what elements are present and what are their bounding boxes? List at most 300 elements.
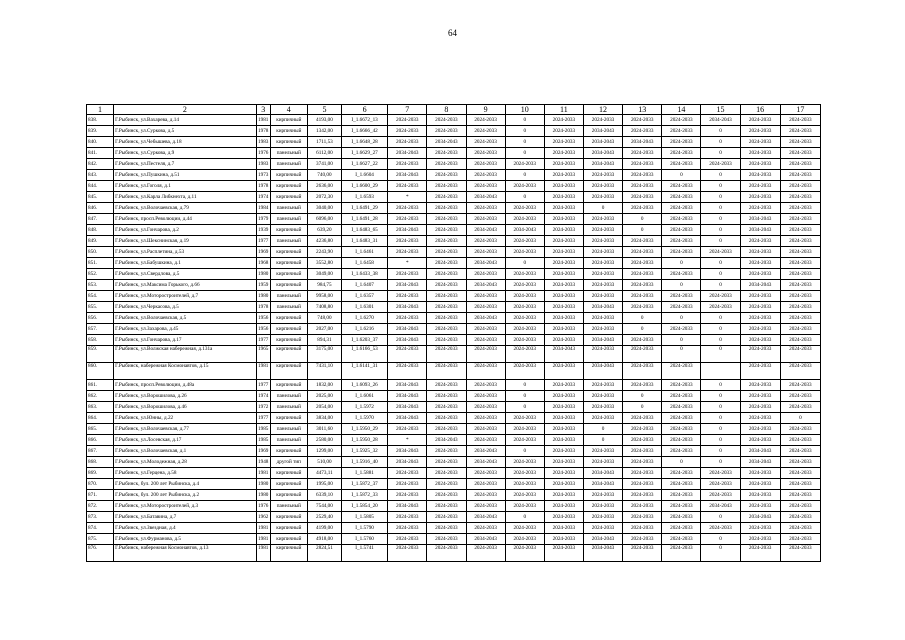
table-cell: 2024-2033 — [662, 192, 701, 203]
table-cell: 2034-2043 — [740, 446, 780, 457]
table-cell: I_1.5950_28 — [342, 435, 388, 446]
table-cell: 2024-2033 — [466, 159, 505, 170]
table-cell: 2034-2043 — [466, 225, 505, 236]
table-row — [87, 545, 821, 562]
table-cell: 2024-2033 — [427, 192, 466, 203]
table-cell: 2024-2033 — [623, 523, 662, 534]
table-cell: 0 — [505, 391, 544, 402]
table-cell: 860. — [87, 363, 114, 380]
table-cell: кирпичный — [270, 512, 307, 523]
table-cell: 2024-2033 — [505, 291, 544, 302]
table-cell: 0 — [701, 457, 740, 468]
table-cell: 2024-2033 — [466, 214, 505, 225]
table-cell: 2024-2033 — [466, 413, 505, 424]
table-cell: 2024-2033 — [780, 324, 820, 335]
table-row — [87, 457, 821, 468]
table-cell: 1968 — [256, 258, 270, 269]
table-row — [87, 435, 821, 446]
table-cell: 2024-2033 — [427, 402, 466, 413]
table-row — [87, 192, 821, 203]
table-cell: 2024-2033 — [780, 512, 820, 523]
table-cell: 2024-2033 — [623, 115, 662, 126]
table-cell: I_1.6093_26 — [342, 380, 388, 391]
table-cell: 2034-2043 — [740, 225, 780, 236]
table-cell: 2024-2033 — [740, 391, 780, 402]
table-cell: 0 — [662, 335, 701, 346]
table-cell: 2024-2033 — [466, 468, 505, 479]
table-cell: 1980 — [256, 269, 270, 280]
table-cell: 0 — [505, 512, 544, 523]
table-cell: 2024-2033 — [388, 363, 427, 380]
table-cell: 1981 — [256, 468, 270, 479]
table-cell: 0 — [662, 280, 701, 291]
table-row — [87, 126, 821, 137]
table-cell — [701, 363, 740, 380]
table-cell: Г.Рыбинск, ул.Чебышева, д.18 — [114, 137, 257, 148]
table-row — [87, 302, 821, 313]
table-cell: кирпичный — [270, 413, 307, 424]
table-cell: панельный — [270, 148, 307, 159]
table-cell: 2024-2033 — [427, 291, 466, 302]
table-cell: 1977 — [256, 413, 270, 424]
table-cell: 1981 — [256, 115, 270, 126]
table-cell: 0 — [623, 324, 662, 335]
table-row — [87, 335, 821, 346]
table-cell: 2024-2033 — [623, 413, 662, 424]
table-cell: 874. — [87, 523, 114, 534]
table-cell: Г.Рыбинск, ул.Ворошилова, д.26 — [114, 391, 257, 402]
table-cell: I_1.5790 — [342, 523, 388, 534]
table-cell: 2024-2033 — [780, 545, 820, 562]
table-cell: 2024-2033 — [583, 214, 622, 225]
table-cell: 1978 — [256, 126, 270, 137]
table-cell: I_1.5741 — [342, 545, 388, 562]
table-cell: 2024-2033 — [740, 490, 780, 501]
table-cell: 2024-2033 — [427, 363, 466, 380]
table-cell: I_1.6648_28 — [342, 137, 388, 148]
table-cell: 0 — [701, 391, 740, 402]
table-cell: 2024-2033 — [544, 291, 583, 302]
table-cell: 2024-2033 — [427, 170, 466, 181]
table-cell: 2024-2033 — [427, 534, 466, 545]
column-header-11: 11 — [544, 105, 583, 115]
table-cell: 2024-2033 — [780, 291, 820, 302]
table-cell: 1973 — [256, 170, 270, 181]
table-row — [87, 170, 821, 181]
table-cell: 2824,51 — [307, 545, 341, 562]
column-header-10: 10 — [505, 105, 544, 115]
table-cell: 2024-2033 — [427, 181, 466, 192]
table-cell: 2024-2033 — [544, 258, 583, 269]
table-cell: 2024-2033 — [388, 523, 427, 534]
table-cell: 2024-2033 — [740, 258, 780, 269]
table-cell: 2024-2033 — [544, 380, 583, 391]
column-header-5: 5 — [307, 105, 341, 115]
table-cell: I_1.5872_37 — [342, 479, 388, 490]
table-cell: 839. — [87, 126, 114, 137]
table-row — [87, 523, 821, 534]
table-cell: 2024-2033 — [427, 225, 466, 236]
table-cell: 0 — [623, 313, 662, 324]
table-row — [87, 479, 821, 490]
table-cell: 2024-2033 — [701, 468, 740, 479]
table-cell: 2024-2033 — [466, 479, 505, 490]
table-cell: 2024-2033 — [780, 501, 820, 512]
table-cell: 2024-2033 — [583, 490, 622, 501]
table-cell: 2024-2033 — [740, 192, 780, 203]
table-row — [87, 446, 821, 457]
table-cell: 2024-2033 — [466, 302, 505, 313]
table-cell: I_1.6672_13 — [342, 115, 388, 126]
table-cell: 2024-2033 — [544, 479, 583, 490]
table-cell: 2024-2033 — [780, 247, 820, 258]
table-cell: 2027,00 — [307, 324, 341, 335]
table-cell: 2024-2033 — [466, 247, 505, 258]
table-cell: Г.Рыбинск, ул.Свердлова, д.5 — [114, 269, 257, 280]
table-cell: 2024-2033 — [505, 302, 544, 313]
table-cell: 2024-2033 — [427, 115, 466, 126]
table-cell: 2024-2033 — [544, 236, 583, 247]
table-cell: 0 — [701, 446, 740, 457]
table-cell: 2034-2043 — [388, 280, 427, 291]
table-cell: 0 — [701, 346, 740, 363]
table-cell: 2024-2033 — [544, 413, 583, 424]
table-cell: 2024-2033 — [583, 501, 622, 512]
table-cell: 2024-2033 — [780, 258, 820, 269]
capital-repair-schedule-table — [86, 104, 821, 562]
table-cell: 0 — [505, 402, 544, 413]
table-cell: 840. — [87, 137, 114, 148]
table-cell: 2024-2033 — [427, 523, 466, 534]
table-cell: 2024-2033 — [388, 181, 427, 192]
table-cell: 2024-2033 — [623, 424, 662, 435]
table-cell: кирпичный — [270, 280, 307, 291]
table-cell: 2054,00 — [307, 402, 341, 413]
table-cell: 2024-2033 — [583, 512, 622, 523]
column-header-6: 6 — [342, 105, 388, 115]
table-cell: 0 — [505, 380, 544, 391]
table-cell: Г.Рыбинск, ул.Черкасова, д.5 — [114, 302, 257, 313]
table-cell: 2024-2033 — [427, 380, 466, 391]
table-cell: 2024-2033 — [780, 269, 820, 280]
table-cell: 2024-2033 — [780, 148, 820, 159]
table-body — [87, 115, 821, 562]
table-cell: 1948 — [256, 457, 270, 468]
table-cell: 2024-2033 — [740, 501, 780, 512]
table-cell: 2024-2033 — [505, 435, 544, 446]
table-cell: 2243,90 — [307, 247, 341, 258]
table-cell: 0 — [701, 435, 740, 446]
table-cell: 2024-2033 — [780, 490, 820, 501]
table-cell: 2024-2033 — [544, 490, 583, 501]
table-cell: 2034-2043 — [544, 346, 583, 363]
table-cell: 2034-2043 — [583, 126, 622, 137]
table-cell: 1956 — [256, 324, 270, 335]
table-cell: 2034-2043 — [388, 324, 427, 335]
table-cell: кирпичный — [270, 225, 307, 236]
table-cell: 2024-2033 — [505, 159, 544, 170]
table-row — [87, 324, 821, 335]
table-cell: 2024-2033 — [623, 203, 662, 214]
table-cell: Г.Рыбинск, ул.Молодежная, д.28 — [114, 457, 257, 468]
table-cell: 2024-2033 — [505, 269, 544, 280]
table-cell: 2024-2033 — [544, 446, 583, 457]
table-cell: 848. — [87, 225, 114, 236]
table-cell: кирпичный — [270, 490, 307, 501]
table-cell: Г.Рыбинск, ул.Лосевская, д.17 — [114, 435, 257, 446]
column-header-15: 15 — [701, 105, 740, 115]
table-cell: 2024-2033 — [623, 479, 662, 490]
table-cell: 2024-2033 — [427, 335, 466, 346]
table-cell: 2024-2033 — [427, 490, 466, 501]
table-cell: 2024-2033 — [583, 380, 622, 391]
table-cell: 2034-2043 — [740, 457, 780, 468]
table-cell: 851. — [87, 258, 114, 269]
table-cell: Г.Рыбинск, ул.Захарова, д.45 — [114, 324, 257, 335]
table-cell: 1978 — [256, 302, 270, 313]
table-cell: 2024-2033 — [623, 545, 662, 562]
table-cell: 872. — [87, 501, 114, 512]
table-cell: 2024-2033 — [740, 435, 780, 446]
page-number: 64 — [448, 28, 457, 38]
table-cell: 2034-2043 — [583, 468, 622, 479]
table-cell: 0 — [662, 170, 701, 181]
table-cell: 2024-2033 — [388, 545, 427, 562]
table-row — [87, 501, 821, 512]
table-cell: 2024-2033 — [740, 137, 780, 148]
table-cell: 2034-2043 — [388, 170, 427, 181]
table-cell: 844. — [87, 181, 114, 192]
table-cell: кирпичный — [270, 269, 307, 280]
table-row — [87, 313, 821, 324]
table-cell: 2024-2033 — [544, 424, 583, 435]
column-header-1: 1 — [87, 105, 114, 115]
table-cell: 2024-2033 — [505, 501, 544, 512]
table-cell: 0 — [701, 126, 740, 137]
table-cell: 2024-2033 — [505, 346, 544, 363]
table-cell: 2024-2033 — [544, 203, 583, 214]
table-cell: кирпичный — [270, 170, 307, 181]
table-cell: 2529,40 — [307, 512, 341, 523]
table-cell: 875. — [87, 534, 114, 545]
table-cell: 2024-2033 — [427, 148, 466, 159]
table-cell: 510,00 — [307, 457, 341, 468]
table-cell: 2024-2033 — [427, 457, 466, 468]
table-cell: 2024-2033 — [544, 335, 583, 346]
table-cell: 2024-2033 — [583, 391, 622, 402]
table-row — [87, 236, 821, 247]
table-cell: I_1.6203_37 — [342, 335, 388, 346]
table-cell: 867. — [87, 446, 114, 457]
table-cell: 2024-2033 — [740, 236, 780, 247]
table-cell: 4236,80 — [307, 236, 341, 247]
table-cell: 1972 — [256, 402, 270, 413]
table-cell: I_1.5925_32 — [342, 446, 388, 457]
table-cell: 868. — [87, 457, 114, 468]
table-cell: Г.Рыбинск, ул.Ворошилова, д.46 — [114, 402, 257, 413]
table-cell: 2024-2033 — [505, 181, 544, 192]
table-cell: 2024-2033 — [466, 291, 505, 302]
table-cell: 2024-2033 — [780, 236, 820, 247]
table-cell: 2024-2033 — [388, 159, 427, 170]
table-cell: 2024-2033 — [662, 115, 701, 126]
table-cell: 2034-2043 — [583, 363, 622, 380]
table-cell: 2024-2033 — [427, 247, 466, 258]
table-cell: 2024-2033 — [544, 181, 583, 192]
table-cell: 0 — [701, 380, 740, 391]
table-cell: 2024-2033 — [662, 214, 701, 225]
table-cell: 2024-2033 — [623, 247, 662, 258]
table-cell: 2024-2033 — [623, 302, 662, 313]
table-cell: I_1.6433_38 — [342, 269, 388, 280]
table-cell: I_1.6483_65 — [342, 225, 388, 236]
table-cell: 2024-2033 — [466, 490, 505, 501]
table-cell: 2024-2033 — [740, 203, 780, 214]
table-cell: Г.Рыбинск, ул.Максима Горького, д.66 — [114, 280, 257, 291]
table-cell: I_1.5881 — [342, 468, 388, 479]
table-cell: 2024-2033 — [662, 269, 701, 280]
table-cell: I_1.5972 — [342, 402, 388, 413]
table-cell: 2024-2033 — [662, 126, 701, 137]
table-cell: 1981 — [256, 363, 270, 380]
table-cell: 2024-2033 — [466, 402, 505, 413]
table-cell: 2024-2033 — [662, 159, 701, 170]
table-cell: 4193,00 — [307, 115, 341, 126]
column-header-7: 7 — [388, 105, 427, 115]
table-cell: 2024-2033 — [662, 501, 701, 512]
table-cell: 2034-2043 — [583, 479, 622, 490]
table-cell: Г.Рыбинск, бул. 200 лет Рыбинска, д.4 — [114, 479, 257, 490]
table-cell: 2024-2033 — [388, 313, 427, 324]
table-cell: 2024-2033 — [505, 490, 544, 501]
table-cell: 2024-2033 — [623, 346, 662, 363]
table-cell: 1978 — [256, 181, 270, 192]
table-cell: 2024-2033 — [740, 523, 780, 534]
table-cell: 2024-2033 — [388, 137, 427, 148]
table-cell: 1965 — [256, 346, 270, 363]
table-cell: 2024-2033 — [701, 291, 740, 302]
table-cell: 2024-2033 — [740, 269, 780, 280]
table-cell: 0 — [505, 170, 544, 181]
table-cell: 1939 — [256, 225, 270, 236]
table-cell: 2024-2033 — [623, 159, 662, 170]
table-cell: 2034-2043 — [388, 148, 427, 159]
table-cell: 2024-2033 — [544, 512, 583, 523]
table-cell: 2024-2033 — [662, 512, 701, 523]
table-cell: панельный — [270, 159, 307, 170]
table-cell: I_1.6141_31 — [342, 363, 388, 380]
table-cell: 2024-2033 — [623, 512, 662, 523]
table-cell: 2024-2033 — [623, 380, 662, 391]
table-cell: 2024-2033 — [701, 247, 740, 258]
table-cell: кирпичный — [270, 479, 307, 490]
table-cell: 2034-2043 — [466, 258, 505, 269]
table-row — [87, 391, 821, 402]
table-cell: 1980 — [256, 291, 270, 302]
table-cell: 0 — [701, 214, 740, 225]
table-cell: 2024-2033 — [623, 181, 662, 192]
table-cell: I_1.6600_29 — [342, 181, 388, 192]
table-row — [87, 148, 821, 159]
table-cell: 1976 — [256, 501, 270, 512]
table-cell: 2024-2033 — [388, 115, 427, 126]
table-cell: 2024-2033 — [466, 391, 505, 402]
table-cell: Г.Рыбинск, ул.Гончарова, д.17 — [114, 335, 257, 346]
table-row — [87, 291, 821, 302]
table-cell: 0 — [583, 435, 622, 446]
table-cell: 2024-2033 — [780, 159, 820, 170]
table-cell: 2024-2033 — [466, 335, 505, 346]
table-cell: 0 — [701, 324, 740, 335]
table-cell: панельный — [270, 291, 307, 302]
table-cell: 2024-2033 — [780, 170, 820, 181]
table-cell: Г.Рыбинск, ул.Герцена, д.58 — [114, 468, 257, 479]
table-cell: 2034-2043 — [466, 457, 505, 468]
table-cell: 2024-2033 — [544, 363, 583, 380]
table-cell: 2024-2033 — [466, 363, 505, 380]
table-cell: 866. — [87, 435, 114, 446]
table-cell: 2024-2033 — [583, 181, 622, 192]
table-cell: 2024-2033 — [544, 313, 583, 324]
table-cell: 1962 — [256, 512, 270, 523]
table-cell: панельный — [270, 302, 307, 313]
table-cell: 2024-2033 — [544, 280, 583, 291]
table-cell: 0 — [701, 203, 740, 214]
table-cell: 2024-2033 — [780, 302, 820, 313]
table-cell: Г.Рыбинск, ул.Пестеля, д.7 — [114, 159, 257, 170]
table-cell: 2024-2033 — [388, 291, 427, 302]
table-cell: кирпичный — [270, 335, 307, 346]
table-cell: кирпичный — [270, 192, 307, 203]
table-row — [87, 490, 821, 501]
table-cell: 2024-2033 — [388, 214, 427, 225]
table-cell: 2024-2033 — [662, 203, 701, 214]
table-cell: панельный — [270, 203, 307, 214]
table-cell: 0 — [505, 137, 544, 148]
table-cell: кирпичный — [270, 313, 307, 324]
table-cell: I_1.6491_28 — [342, 214, 388, 225]
table-cell: 1299,00 — [307, 446, 341, 457]
table-cell: 3175,00 — [307, 346, 341, 363]
table-cell: 870. — [87, 479, 114, 490]
table-cell: 2024-2033 — [740, 424, 780, 435]
table-cell: 2024-2033 — [662, 225, 701, 236]
table-cell: I_1.6166_53 — [342, 346, 388, 363]
table-row — [87, 258, 821, 269]
table-cell: 1979 — [256, 214, 270, 225]
table-cell: 0 — [662, 258, 701, 269]
table-cell: 2034-2043 — [505, 225, 544, 236]
table-cell: Г.Рыбинск, ул.Волочаевская, д.77 — [114, 424, 257, 435]
table-cell: 2024-2033 — [623, 170, 662, 181]
table-cell: I_1.6270 — [342, 313, 388, 324]
table-cell: 2024-2033 — [505, 236, 544, 247]
table-cell: 2024-2033 — [662, 413, 701, 424]
table-cell: 2024-2033 — [583, 523, 622, 534]
table-cell: Г.Рыбинск, ул.Звездная, д.4 — [114, 523, 257, 534]
table-cell: 2024-2033 — [780, 225, 820, 236]
table-cell: 0 — [701, 258, 740, 269]
table-cell: Г.Рыбинск, просп.Революции, д.48а — [114, 380, 257, 391]
table-cell: 2024-2033 — [740, 545, 780, 562]
table-cell: 856. — [87, 313, 114, 324]
table-cell: 2034-2043 — [427, 137, 466, 148]
table-cell: 2024-2033 — [466, 115, 505, 126]
table-cell: I_1.6301 — [342, 302, 388, 313]
table-cell: 1976 — [256, 148, 270, 159]
table-cell: 2024-2033 — [780, 335, 820, 346]
table-cell: 2024-2033 — [740, 247, 780, 258]
